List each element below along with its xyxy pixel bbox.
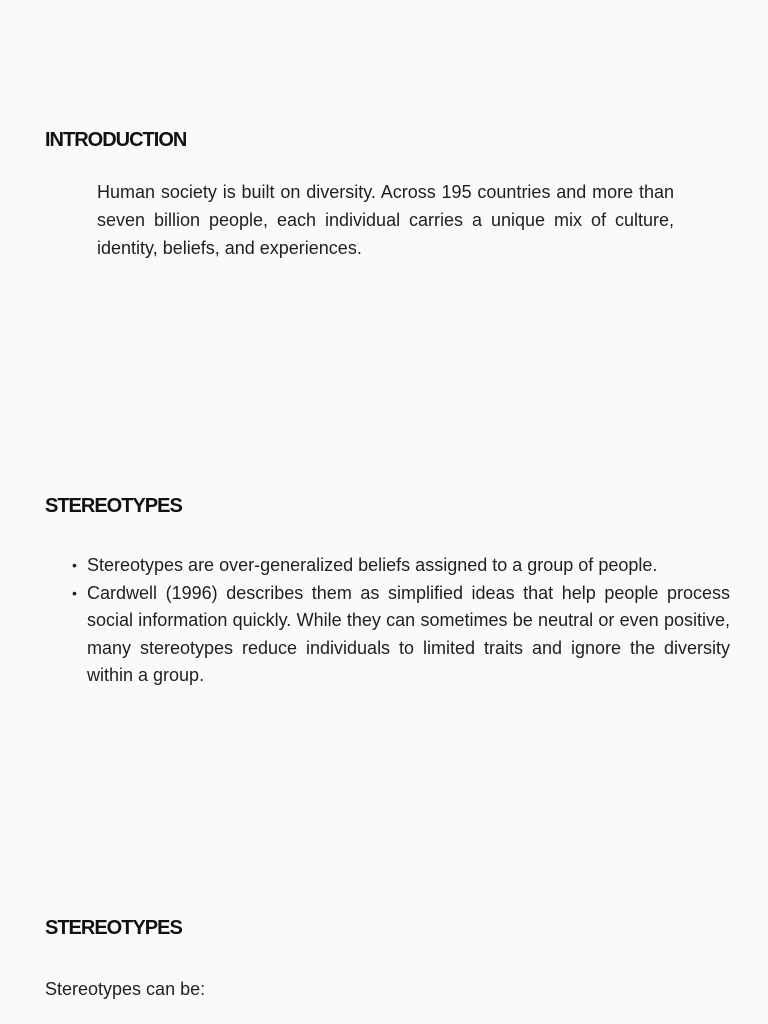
bullet-dot-icon: • xyxy=(72,584,77,601)
introduction-heading: INTRODUCTION xyxy=(45,129,187,151)
stereotypes-bullet-list xyxy=(72,552,730,690)
stereotypes-can-be-text: Stereotypes can be: xyxy=(45,979,206,999)
bullet-text: Stereotypes are over-generalized beliefs assigned to a group of people. xyxy=(87,555,658,575)
introduction-paragraph: Human society is built on diversity. Across 195 countries and more than seven billion people, each individual carries a unique mix of culture, identity, beliefs, and experiences. xyxy=(97,182,674,258)
bullet-item xyxy=(72,580,730,690)
stereotypes-heading-second: STEREOTYPES xyxy=(45,917,182,939)
bullet-text: Cardwell (1996) describes them as simplified ideas that help people process social information quickly. While they can sometimes be neutral or even positive, many stereotypes reduce individuals to limited traits and ignore the diversity within a group. xyxy=(87,582,730,685)
stereotypes-heading: STEREOTYPES xyxy=(45,495,182,517)
bullet-item xyxy=(72,552,730,580)
bullet-dot-icon: • xyxy=(72,557,77,573)
